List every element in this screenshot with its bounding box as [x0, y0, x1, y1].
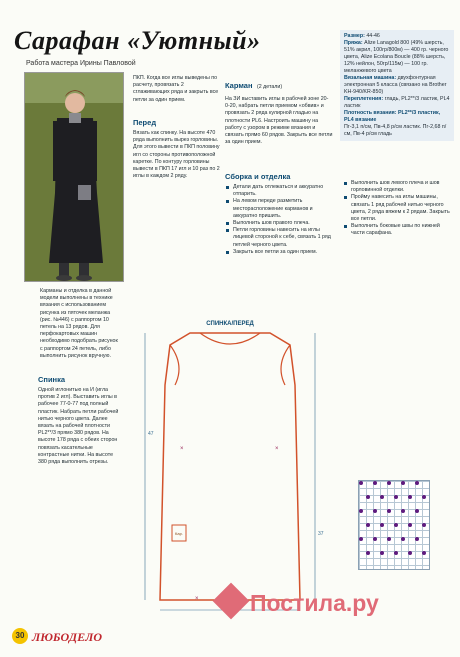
- front-text: Вязать как спинку. На высоте 470 ряда выполнить вырез горловины. Для этого вывести в ПКП половину игл со стороны противоположной каретке. По контуру горловины вывести в ПКП 17 игл и 10 раз по 2 иглы в каждом 2 ряду.: [133, 130, 220, 180]
- assembly-list: [225, 184, 333, 256]
- finishing-item: Выполнить боковые швы по нижней части сарафана.: [343, 223, 453, 237]
- marker-x: ×: [180, 446, 184, 452]
- measure-label: 47: [148, 431, 154, 437]
- front-heading: Перед: [133, 118, 157, 127]
- measure-label: 37: [318, 531, 324, 537]
- pattern-dots: [358, 480, 428, 568]
- size-value: 44-46: [366, 33, 380, 39]
- finishing-item: Пройму навесить на иглы машины, связать 1 ряд рабочей нитью черного цвета, 2 ряда вяжем к 2 рядам. Закрыть все петли.: [343, 194, 453, 223]
- assembly-item: Детали дать отлежаться и аккуратно отпарить.: [225, 184, 333, 198]
- pocket-heading: Карман: [225, 81, 253, 90]
- machine-value: двухфонтурная электронная 5 класса (связано на Brother KH-940/KR-850): [344, 75, 447, 95]
- marker-x: ×: [195, 596, 199, 602]
- model-figure: [25, 73, 123, 281]
- weave-label: Переплетения:: [344, 96, 384, 102]
- magazine-logo: ЛЮБОДЕЛО: [32, 630, 102, 644]
- pocket-mark: Кар.: [175, 531, 183, 536]
- density-value: Пг-3,1 п/см, Пв-4,8 р/см ластик. Пг-2,68 п/см, Пв-4 р/см гладь: [344, 124, 447, 137]
- assembly-item: На левом переде разметить месторасположение карманов и аккуратно пришить.: [225, 198, 333, 220]
- assembly-heading: Сборка и отделка: [225, 172, 291, 181]
- back-heading: Спинка: [38, 375, 66, 384]
- marker-x: ×: [275, 446, 279, 452]
- pocket-section: [225, 75, 333, 146]
- yarn-label: Пряжа:: [344, 40, 363, 46]
- garment-diagram: [120, 315, 340, 615]
- page-title: Сарафан «Уютный»: [14, 26, 261, 55]
- finishing-list: [343, 180, 453, 238]
- author-credit: Работа мастера Ирины Павловой: [26, 60, 136, 67]
- page-number: 30: [12, 628, 28, 644]
- weave-value: гладь, PL2**/3 ластик, PL4 ластик: [344, 96, 450, 109]
- diagram-label: СПИНКА/ПЕРЕД: [206, 321, 254, 327]
- diagram-svg: [120, 315, 340, 615]
- assembly-item: Закрыть все петли за один прием.: [225, 249, 333, 256]
- pocket-text: На ЗИ выставить иглы в рабочей зоне 20-0-20, набрать петли приемом «обвив» и провязать 2 ряда кулирной гладью на плотности PL6. Настроить машину на работу с узором в режиме вязания и связать прямо 60 рядов. Закрыть все петли за один прием.: [225, 96, 333, 146]
- assembly-item: Выполнить шов правого плеча.: [225, 220, 333, 227]
- back-text: Одной иглонитью на И (игла против 2 игл). Выставить иглы в рабочее 77-0-77 под полный пластик. Набрать петли рабочей нитью черного цвета. Далее вязать на рабочей плотности PL2**/3 прямо 380 рядов. На высоте 178 ряда с обеих сторон повязать касательные контрастные нитки. На высоте 380 ряда выполнить отрезы.: [38, 387, 119, 466]
- size-label: Размер:: [344, 33, 365, 39]
- finishing-item: Выполнить шов левого плеча и шов горловинной отделки.: [343, 180, 453, 194]
- front-intro-text: ПКП. Когда все иглы выведены по расчету, провязать 2 сглаживающих ряда и закрыть все петли за один прием.: [133, 75, 219, 103]
- specs-box: [340, 30, 454, 141]
- density-label: Плотность вязания: PL2**/3 пластик, PL4 вязание: [344, 110, 441, 123]
- machine-label: Вязальная машина:: [344, 75, 397, 81]
- model-photo: [24, 72, 124, 282]
- assembly-item: Петли горловины навесить на иглы лицевой стороной к себе, связать 1 ряд петлей черного цвета.: [225, 227, 333, 249]
- pocket-pattern-note: Карманы и отделка в данной модели выполнены в технике вязания с использованием рисунка из пяточек меланжа (рис. №446) с раппортом 10 петель на 13 рядов. Для перфокартовых машин необходимо подобрать рисунок с раппортом 24 петель, либо выполнить рисунок вручную.: [40, 288, 118, 359]
- pocket-subtitle: (2 детали): [256, 84, 283, 90]
- yarn-value: Alize Lanagold 800 (49% шерсть, 51% акрил, 100гр/800м) — 400 гр. черного цвета, Alize Ecolana Boucle (88% шерсть, 12% нейлон, 50гр/115м) — 100 гр. меланжевого цвета: [344, 40, 449, 74]
- watermark-text: Постила.ру: [250, 590, 379, 616]
